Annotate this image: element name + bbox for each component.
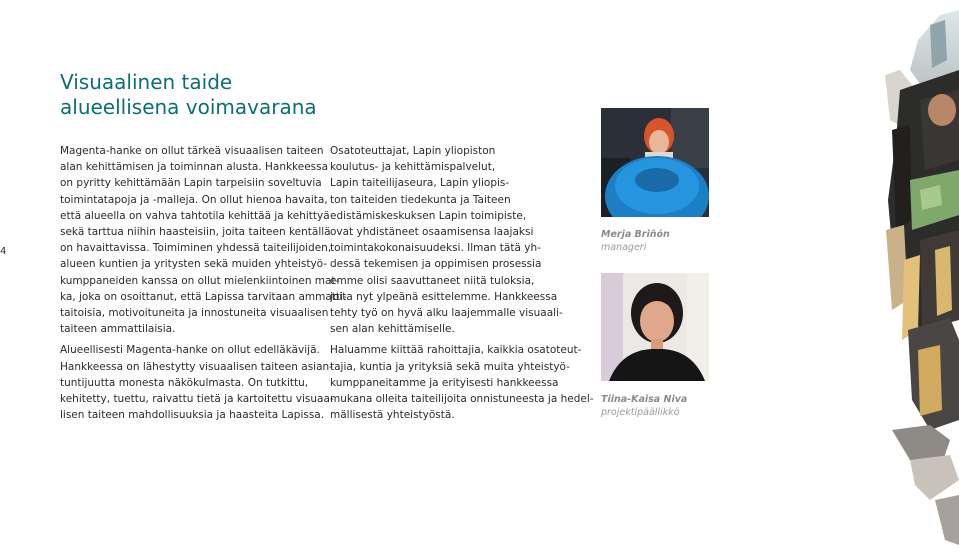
- text-line: Magenta-hanke on ollut tärkeä visuaalisen taiteen: [60, 145, 324, 157]
- text-line: tehty työ on hyvä alku laajemmalle visuaali-: [330, 307, 563, 320]
- text-line: taiteen ammattilaisia.: [60, 323, 176, 336]
- caption-tiina-kaisa: [601, 393, 687, 419]
- page-title: [60, 70, 317, 120]
- text-line: toimintakokonaisuudeksi. Ilman tätä yh-: [330, 242, 541, 255]
- paragraph: [60, 143, 347, 337]
- text-column-1: [60, 143, 347, 423]
- text-line: on pyritty kehittämään Lapin tarpeisiin soveltuvia: [60, 177, 322, 190]
- person-role: projektipäällikkö: [601, 407, 680, 418]
- text-line: kehitetty, tuettu, raivattu tietä ja kartoitettu visuaa-: [60, 393, 334, 406]
- text-column-2: [330, 143, 594, 423]
- text-line: emme olisi saavuttaneet niitä tuloksia,: [330, 274, 535, 287]
- text-line: kumppaneiden kanssa on ollut mielenkiintoinen mat-: [60, 274, 340, 287]
- text-line: sen alan kehittämiselle.: [330, 323, 455, 336]
- page-title-line-1: Visuaalinen taide: [60, 70, 233, 94]
- decorative-photo-collage: [800, 0, 959, 556]
- text-line: Hankkeessa on lähestytty visuaalisen taiteen asian-: [60, 360, 333, 373]
- text-line: Lapin taiteilijaseura, Lapin yliopis-: [330, 177, 510, 190]
- text-line: taitoisia, motivoituneita ja innostuneita visuaalisen: [60, 307, 329, 320]
- text-line: Haluamme kiittää rahoittajia, kaikkia osatoteut-: [330, 344, 582, 357]
- text-line: lisen taiteen mahdollisuuksia ja haasteita Lapissa.: [60, 409, 325, 422]
- text-line: alan kehittämisen ja toiminnan alusta. Hankkeessa: [60, 161, 329, 174]
- text-line: Osatoteuttajat, Lapin yliopiston: [330, 145, 496, 157]
- page-number: 4: [0, 246, 7, 257]
- paragraph: [60, 342, 334, 423]
- portrait-photo-tiina-kaisa: [601, 273, 709, 381]
- text-line: Alueellisesti Magenta-hanke on ollut edelläkävijä.: [60, 344, 320, 357]
- text-line: koulutus- ja kehittämispalvelut,: [330, 161, 496, 174]
- person-name: Merja Briñón: [601, 229, 670, 240]
- text-line: dessä tekemisen ja oppimisen prosessia: [330, 258, 542, 271]
- text-line: kumppaneitamme ja erityisesti hankkeessa: [330, 376, 559, 389]
- text-line: joita nyt ylpeänä esittelemme. Hankkeessa: [330, 290, 558, 303]
- portrait-illustration: [601, 108, 709, 217]
- paragraph: [330, 143, 575, 337]
- text-line: ton taiteiden tiedekunta ja Taiteen: [330, 193, 511, 206]
- text-line: sekä tarttua niihin haasteisiin, joita taiteen kentällä: [60, 226, 331, 239]
- text-line: on havaittavissa. Toimiminen yhdessä taiteilijoiden,: [60, 242, 332, 255]
- page-title-line-2: alueellisena voimavarana: [60, 95, 317, 119]
- person-role: manageri: [601, 242, 647, 253]
- text-line: tuntijuutta monesta näkökulmasta. On tutkittu,: [60, 376, 309, 389]
- portrait-photo-merja: [601, 108, 709, 217]
- text-line: ovat yhdistäneet osaamisensa laajaksi: [330, 226, 534, 239]
- text-line: ka, joka on osoittanut, että Lapissa tarvitaan ammatti-: [60, 290, 347, 303]
- text-line: tajia, kuntia ja yrityksiä sekä muita yhteistyö-: [330, 360, 570, 373]
- text-line: mukana olleita taiteilijoita onnistuneesta ja hedel-: [330, 393, 594, 406]
- portrait-illustration: [601, 273, 709, 381]
- text-line: toimintatapoja ja -malleja. On ollut hienoa havaita,: [60, 193, 328, 206]
- text-line: edistämiskeskuksen Lapin toimipiste,: [330, 209, 527, 222]
- person-name: Tiina-Kaisa Niva: [601, 394, 688, 405]
- text-line: että alueella on vahva tahtotila kehittää ja kehittyä: [60, 209, 330, 222]
- text-line: alueen kuntien ja yritysten sekä muiden yhteistyö-: [60, 258, 328, 271]
- paragraph: [330, 342, 594, 423]
- text-line: mällisestä yhteistyöstä.: [330, 409, 455, 422]
- caption-merja: [601, 228, 670, 254]
